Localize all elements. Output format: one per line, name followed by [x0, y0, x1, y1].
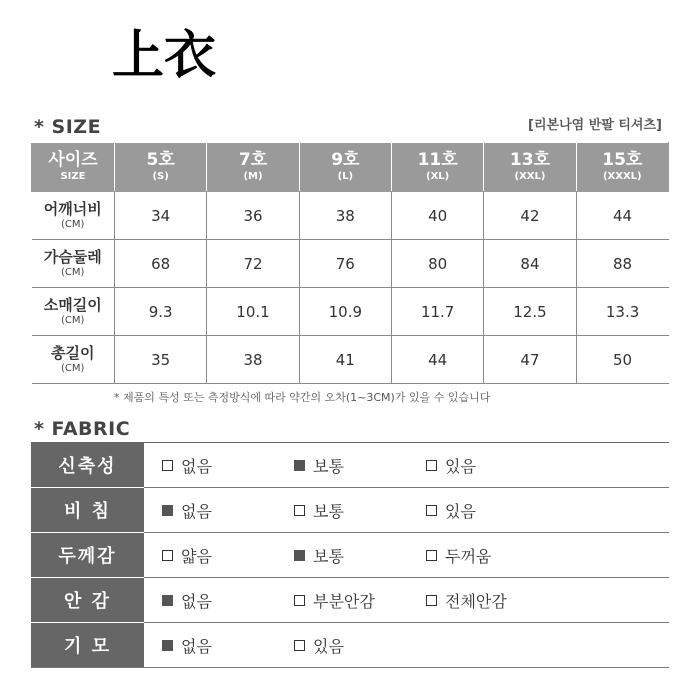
size-code: (XXL): [514, 171, 546, 182]
table-cell: 11.7: [391, 288, 483, 336]
option-label: 있음: [445, 456, 476, 476]
size-header-label: [32, 143, 115, 192]
fabric-option: [426, 443, 476, 487]
table-cell: 80: [391, 240, 483, 288]
fabric-heading: * FABRIC: [34, 418, 131, 440]
option-label: 두꺼움: [445, 546, 492, 566]
fabric-row-label: 비 침: [31, 488, 144, 533]
size-name: 11호: [417, 150, 458, 170]
fabric-options: [144, 488, 669, 532]
fabric-option: [426, 578, 507, 622]
option-label: 없음: [181, 591, 212, 611]
fabric-options: [144, 578, 669, 622]
fabric-option: [294, 623, 344, 667]
row-header: [32, 288, 115, 336]
size-heading: * SIZE: [34, 116, 102, 138]
fabric-row-thickness: [31, 533, 669, 578]
option-label: 없음: [181, 501, 212, 521]
table-cell: 34: [115, 192, 207, 240]
fabric-option: [426, 533, 491, 577]
table-cell: 42: [484, 192, 576, 240]
size-code: (XL): [426, 171, 450, 182]
fabric-row-brushed: [31, 623, 669, 668]
checkbox-checked-icon: [162, 640, 173, 651]
row-unit: (CM): [61, 267, 85, 278]
fabric-option: [294, 488, 344, 532]
table-cell: 68: [115, 240, 207, 288]
table-cell: 36: [207, 192, 299, 240]
checkbox-checked-icon: [162, 505, 173, 516]
size-name: 5호: [146, 150, 175, 170]
table-row: [32, 288, 669, 336]
fabric-option: [162, 533, 212, 577]
fabric-option: [162, 578, 212, 622]
checkbox-icon: [294, 640, 305, 651]
fabric-table: [31, 442, 669, 668]
fabric-row-label: 안 감: [31, 578, 144, 623]
fabric-row-lining: [31, 578, 669, 623]
table-row: [32, 192, 669, 240]
checkbox-icon: [426, 595, 437, 606]
size-name: 13호: [509, 150, 551, 170]
row-header: [32, 240, 115, 288]
table-cell: 88: [576, 240, 668, 288]
table-cell: 12.5: [484, 288, 576, 336]
fabric-option: [294, 443, 344, 487]
row-header: [32, 192, 115, 240]
checkbox-icon: [294, 595, 305, 606]
row-label: 가슴둘레: [43, 248, 102, 266]
checkbox-checked-icon: [294, 550, 305, 561]
row-label: 어깨너비: [43, 200, 102, 218]
fabric-row-label: 두께감: [31, 533, 144, 578]
table-cell: 38: [207, 336, 299, 384]
option-label: 없음: [181, 456, 212, 476]
table-cell: 40: [391, 192, 483, 240]
table-cell: 47: [484, 336, 576, 384]
row-label: 소매길이: [43, 296, 102, 314]
option-label: 보통: [313, 456, 344, 476]
table-cell: 10.1: [207, 288, 299, 336]
fabric-option: [162, 488, 212, 532]
size-code: (XXXL): [602, 171, 642, 182]
fabric-options: [144, 533, 669, 577]
size-col-header: [299, 143, 391, 192]
table-cell: 9.3: [115, 288, 207, 336]
table-row: [32, 240, 669, 288]
row-label: 총길이: [51, 344, 95, 362]
checkbox-icon: [426, 550, 437, 561]
option-label: 전체안감: [445, 591, 507, 611]
size-name: 9호: [331, 150, 360, 170]
option-label: 얇음: [181, 546, 212, 566]
product-name: [리본나염 반팔 티셔츠]: [528, 118, 662, 133]
option-label: 있음: [445, 501, 476, 521]
checkbox-icon: [426, 460, 437, 471]
table-cell: 50: [576, 336, 668, 384]
size-name: 7호: [238, 150, 268, 170]
size-label-sub: SIZE: [60, 171, 86, 182]
option-label: 보통: [313, 546, 344, 566]
table-cell: 38: [299, 192, 391, 240]
option-label: 없음: [181, 636, 212, 656]
fabric-option: [294, 533, 344, 577]
table-cell: 13.3: [576, 288, 668, 336]
option-label: 부분안감: [313, 591, 375, 611]
fabric-options: [144, 443, 669, 487]
size-code: (M): [243, 171, 263, 182]
table-cell: 35: [115, 336, 207, 384]
fabric-option: [294, 578, 375, 622]
fabric-row-label: 신축성: [31, 443, 144, 488]
fabric-option: [426, 488, 476, 532]
size-col-header: [207, 143, 299, 192]
page-title: 上衣: [112, 26, 217, 86]
table-cell: 76: [299, 240, 391, 288]
checkbox-icon: [162, 550, 173, 561]
table-cell: 10.9: [299, 288, 391, 336]
checkbox-icon: [294, 505, 305, 516]
table-cell: 44: [391, 336, 483, 384]
table-cell: 44: [576, 192, 668, 240]
row-header: [32, 336, 115, 384]
size-label: 사이즈: [48, 150, 98, 170]
fabric-row-stretch: [31, 443, 669, 488]
table-cell: 72: [207, 240, 299, 288]
row-unit: (CM): [61, 315, 85, 326]
fabric-row-sheerness: [31, 488, 669, 533]
checkbox-checked-icon: [294, 460, 305, 471]
fabric-option: [162, 623, 212, 667]
row-unit: (CM): [61, 363, 85, 374]
fabric-options: [144, 623, 669, 667]
option-label: 있음: [313, 636, 344, 656]
checkbox-icon: [162, 460, 173, 471]
table-cell: 84: [484, 240, 576, 288]
fabric-row-label: 기 모: [31, 623, 144, 667]
size-code: (S): [152, 171, 169, 182]
size-col-header: [391, 143, 483, 192]
size-col-header: [115, 143, 207, 192]
option-label: 보통: [313, 501, 344, 521]
row-unit: (CM): [61, 219, 85, 230]
measurement-note: * 제품의 특성 또는 측정방식에 따라 약간의 오차(1~3CM)가 있을 수 있습니다: [114, 391, 491, 404]
checkbox-icon: [426, 505, 437, 516]
checkbox-checked-icon: [162, 595, 173, 606]
size-name: 15호: [602, 150, 643, 170]
table-row: [32, 336, 669, 384]
size-code: (L): [337, 171, 354, 182]
table-cell: 41: [299, 336, 391, 384]
size-header-row: [32, 143, 669, 192]
size-col-header: [576, 143, 668, 192]
size-col-header: [484, 143, 576, 192]
fabric-option: [162, 443, 212, 487]
size-table: [31, 142, 669, 384]
